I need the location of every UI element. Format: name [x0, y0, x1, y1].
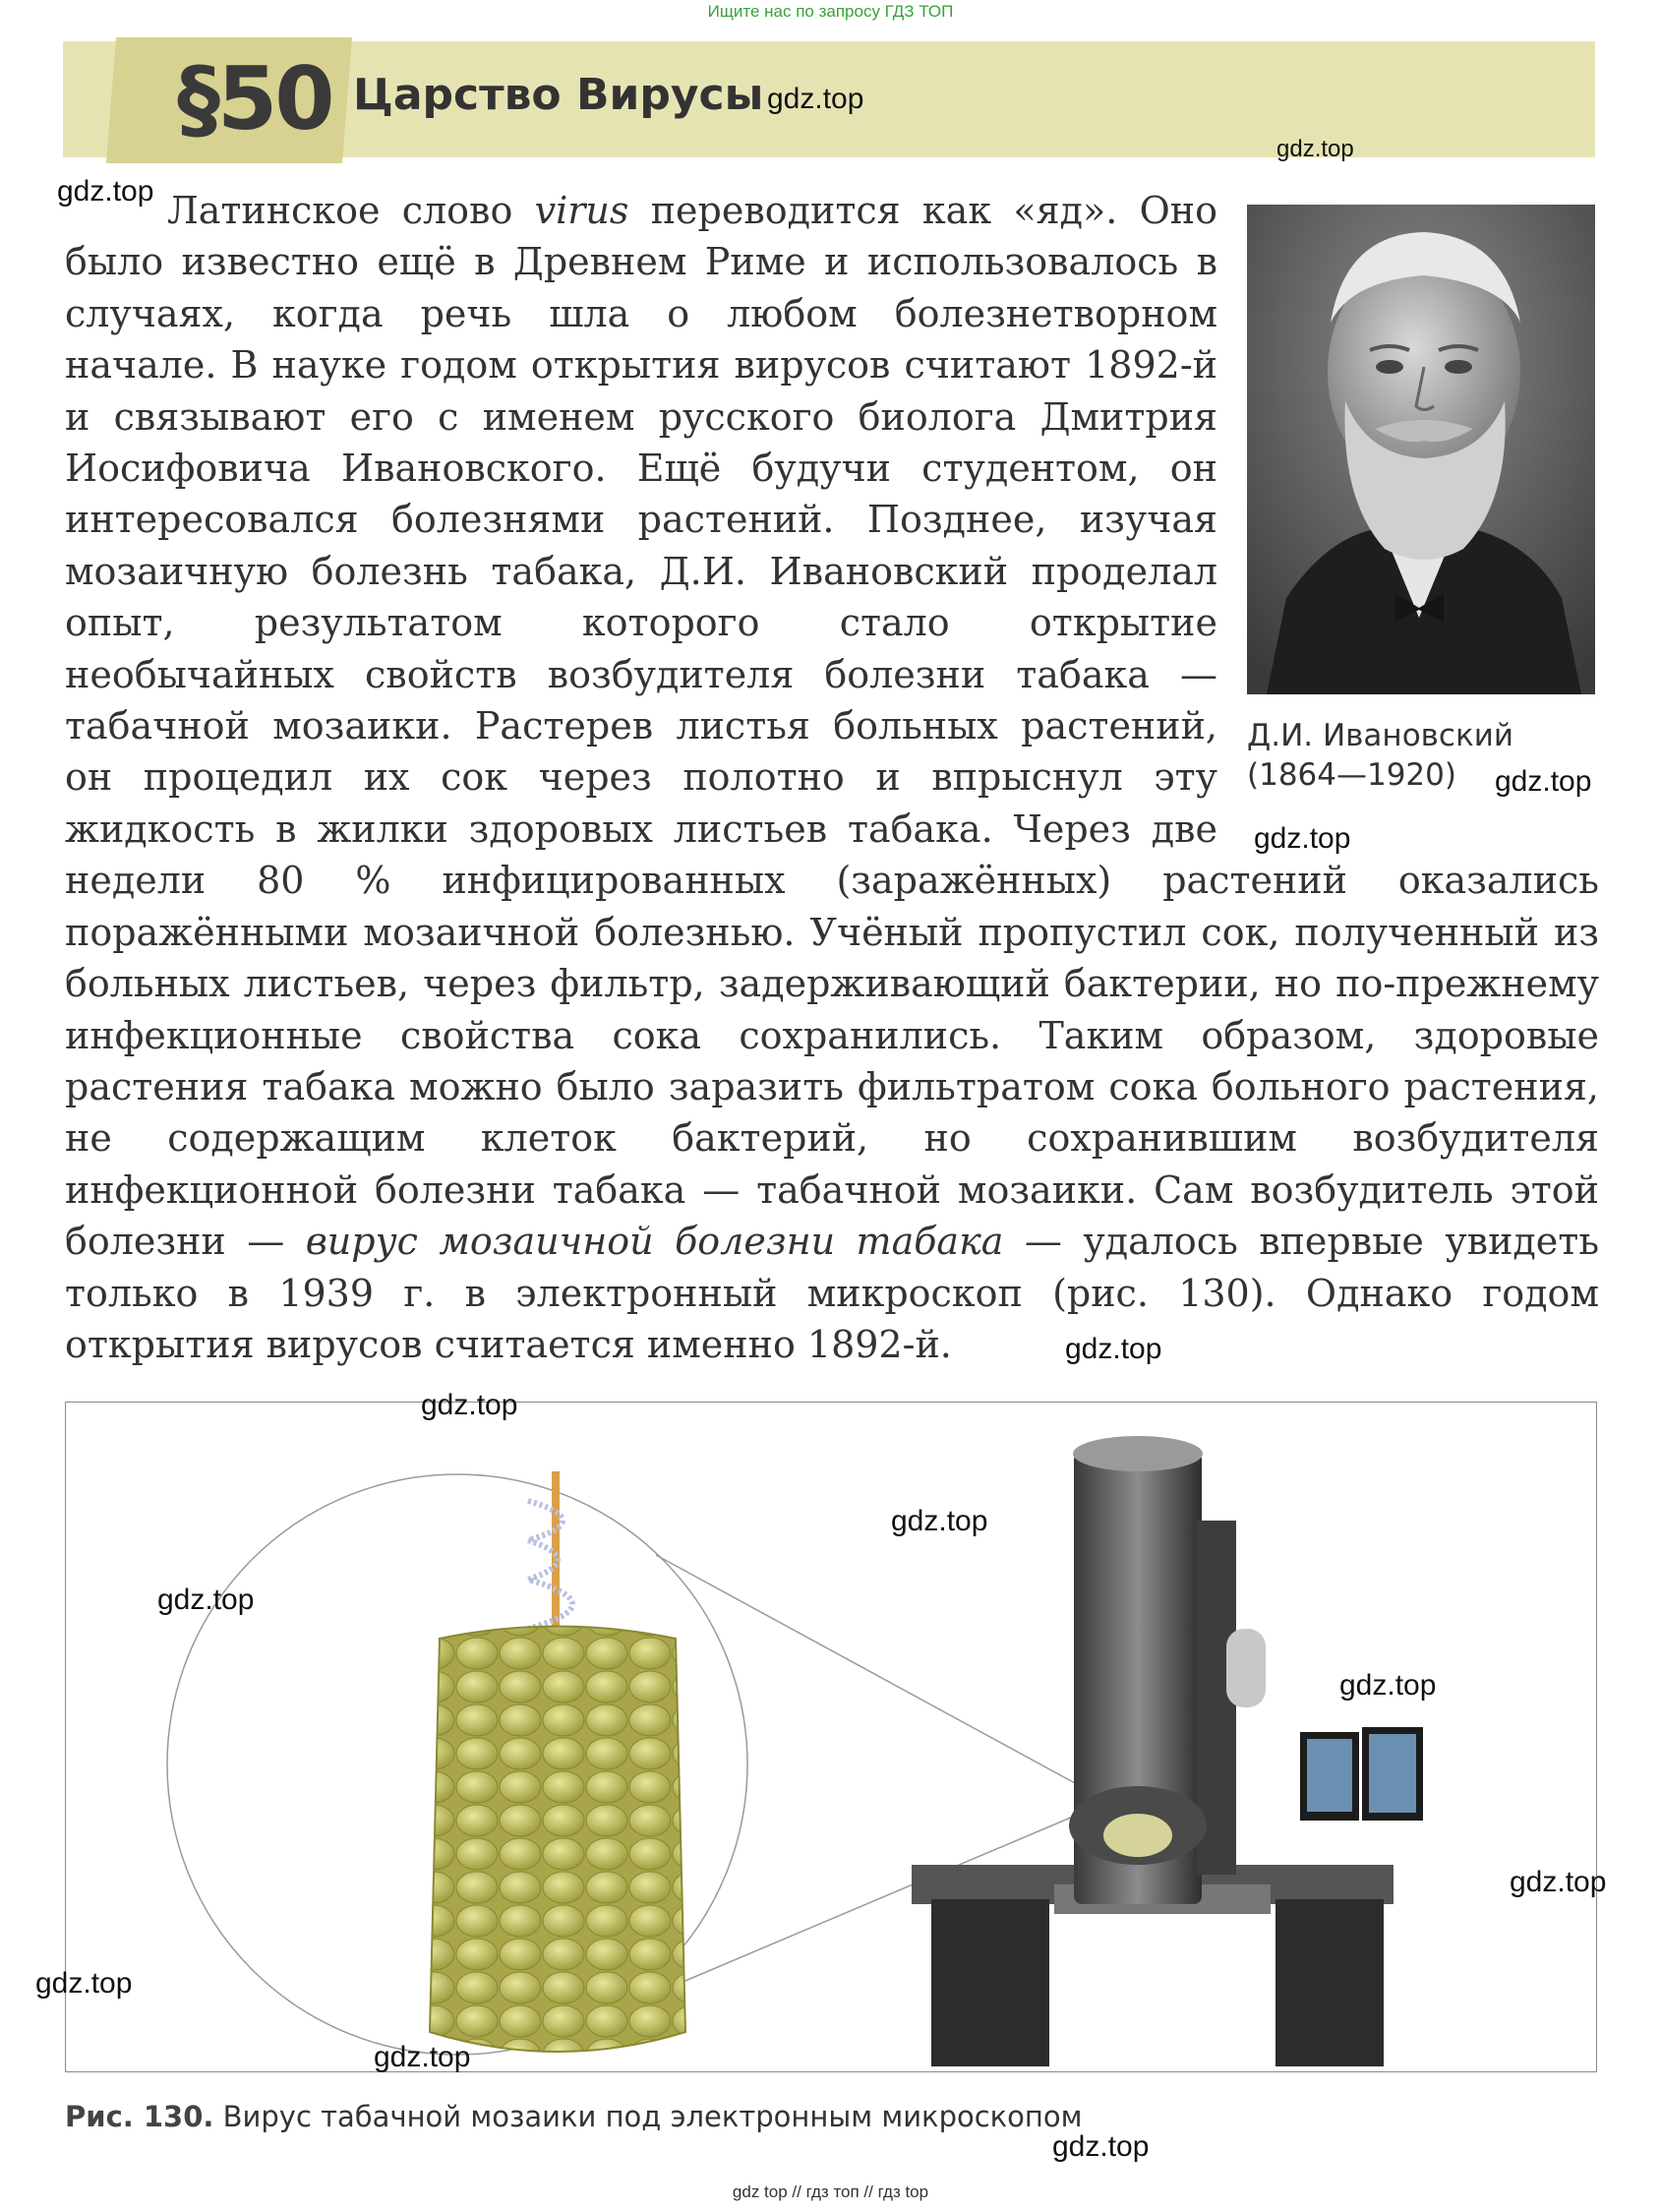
text-part-2: переводится как «яд». Оно было известно ещё в Древнем Риме и использовалось в случаях, когда речь шла о любом болезнетворном начале. В науке годом открытия вирусов считают 1892-й и связывают его с именем русского биолога Дмитрия Иосифовича Ивановского. Ещё будучи студентом, он интересовался болезнями растений. Позднее, изучая мозаичную болезнь табака, Д.И. Ивановский проделал опыт, результатом которого стало открытие необычайных свойств возбудителя болезни табака — табачной мозаики. Растерев листья больных растений, он процедил их сок через полотно и впрыснул эту жидкость в жилки здоровых листьев табака. Через две недели 80 % инфицированных (заражённых) растений оказались поражёнными мозаичной болезнью. Учёный пропустил сок, полученный из больных листьев, через фильтр, задерживающий бактерии, но по-прежнему инфекционные свойства сока сохранились. Таким образом, здоровые растения табака можно было заразить фильтратом сока больного растения, не содержащим клеток бактерий, но сохранившим возбудителя инфекционной болезни табака — табачной мозаики. Сам возбудитель этой болезни —: [65, 189, 1599, 1264]
portrait-caption: [1247, 716, 1513, 795]
watermark: gdz.top: [374, 2041, 471, 2073]
watermark: gdz.top: [1276, 136, 1354, 162]
figure-illustration: [66, 1403, 1596, 2071]
text-italic-virus: virus: [534, 189, 629, 232]
watermark: gdz.top: [157, 1584, 255, 1616]
watermark: gdz.top: [421, 1389, 518, 1421]
text-part-4: — удалось впервые увидеть только в 1939 г. в электронный микроскоп (рис. 130). Однако годом открытия вирусов считается именно 1892-й.: [65, 1220, 1600, 1366]
watermark: gdz.top: [1510, 1866, 1607, 1898]
footer: gdz top // гдз топ // гдз top: [732, 2182, 929, 2201]
figure-caption: [65, 2100, 1083, 2133]
watermark: gdz.top: [57, 175, 154, 208]
portrait-years: (1864—1920): [1247, 757, 1456, 793]
watermark: gdz.top: [767, 83, 864, 115]
watermark: gdz.top: [35, 1967, 133, 2000]
figure-caption-label: Рис. 130.: [65, 2100, 214, 2133]
portrait-name: Д.И. Ивановский: [1247, 718, 1513, 753]
electron-microscope: [912, 1436, 1423, 2066]
text-part-1: Латинское слово: [167, 189, 535, 232]
watermark: gdz.top: [1254, 822, 1351, 855]
watermark: gdz.top: [1052, 2130, 1150, 2163]
text-italic-virus-name: вирус мозаичной болезни табака: [305, 1220, 1004, 1264]
section-title: Царство Вирусы: [353, 70, 764, 120]
top-note: Ищите нас по запросу ГДЗ ТОП: [707, 2, 954, 21]
paragraph-number: §50: [177, 48, 332, 149]
watermark: gdz.top: [1065, 1333, 1162, 1365]
watermark: gdz.top: [891, 1505, 988, 1537]
watermark: gdz.top: [1495, 765, 1592, 798]
watermark: gdz.top: [1339, 1669, 1437, 1702]
figure-130: [65, 1402, 1597, 2072]
figure-caption-text: Вирус табачной мозаики под электронным микроскопом: [213, 2100, 1083, 2133]
virus-capsid: [430, 1627, 685, 2053]
portrait-photo: [1247, 205, 1595, 694]
